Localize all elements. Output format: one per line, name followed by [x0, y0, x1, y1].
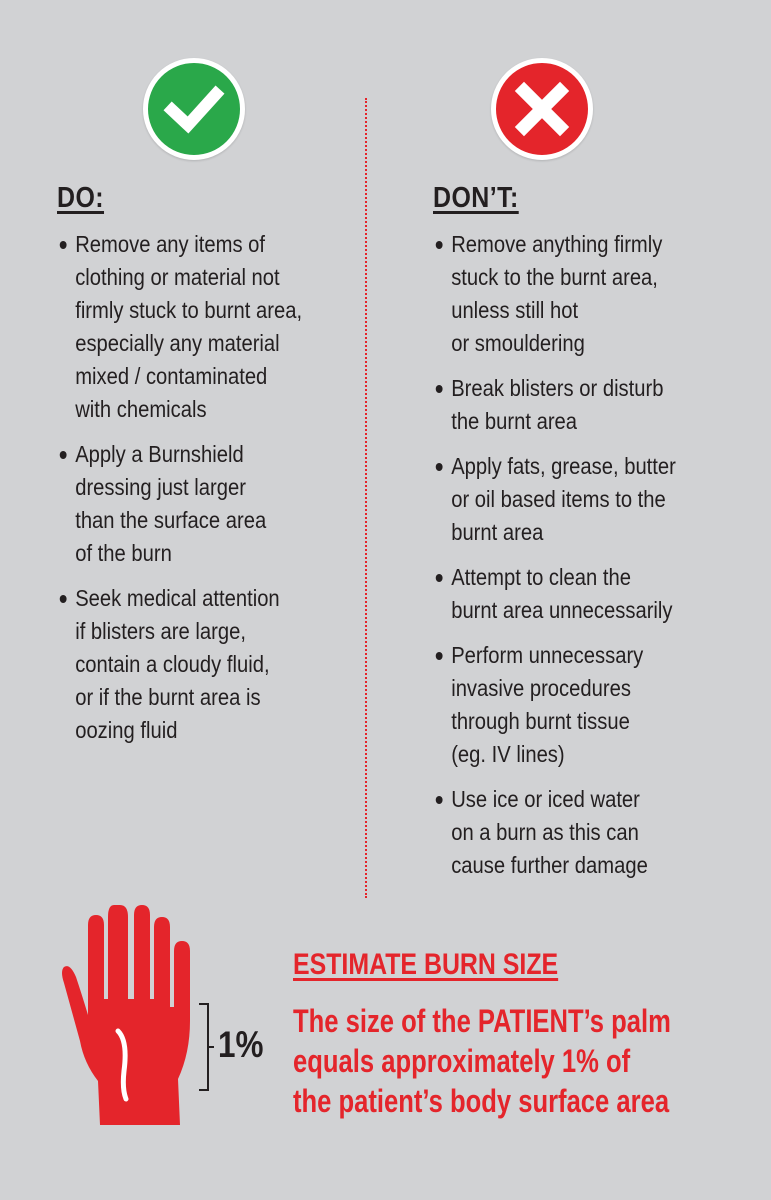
dont-item: Remove anything firmly stuck to the burnt area, unless still hot or smouldering	[434, 228, 726, 360]
do-item: Remove any items of clothing or material not firmly stuck to burnt area, especially any material mixed / contaminated with chemicals	[58, 228, 333, 426]
dont-item: Apply fats, grease, butter or oil based items to the burnt area	[434, 450, 726, 549]
dont-item: Break blisters or disturb the burnt area	[434, 372, 726, 438]
dont-list	[434, 228, 771, 894]
column-divider	[365, 98, 367, 898]
check-icon	[143, 58, 245, 160]
estimate-title: ESTIMATE BURN SIZE	[293, 948, 559, 981]
do-item: Seek medical attention if blisters are large, contain a cloudy fluid, or if the burnt area is oozing fluid	[58, 582, 333, 747]
do-list	[58, 228, 378, 759]
dont-item: Perform unnecessary invasive procedures through burnt tissue (eg. IV lines)	[434, 639, 726, 771]
dont-item: Attempt to clean the burnt area unnecessarily	[434, 561, 726, 627]
dont-item: Use ice or iced water on a burn as this can cause further damage	[434, 783, 726, 882]
dont-heading: DON’T:	[433, 182, 519, 214]
do-item: Apply a Burnshield dressing just larger than the surface area of the burn	[58, 438, 333, 570]
do-heading: DO:	[57, 182, 105, 214]
percent-label: 1%	[218, 1024, 264, 1065]
bracket-marker	[198, 1003, 214, 1091]
estimate-body: The size of the PATIENT’s palm equals approximately 1% of the patient’s body surface area	[293, 1003, 671, 1119]
hand-icon	[62, 903, 192, 1125]
cross-icon	[491, 58, 593, 160]
